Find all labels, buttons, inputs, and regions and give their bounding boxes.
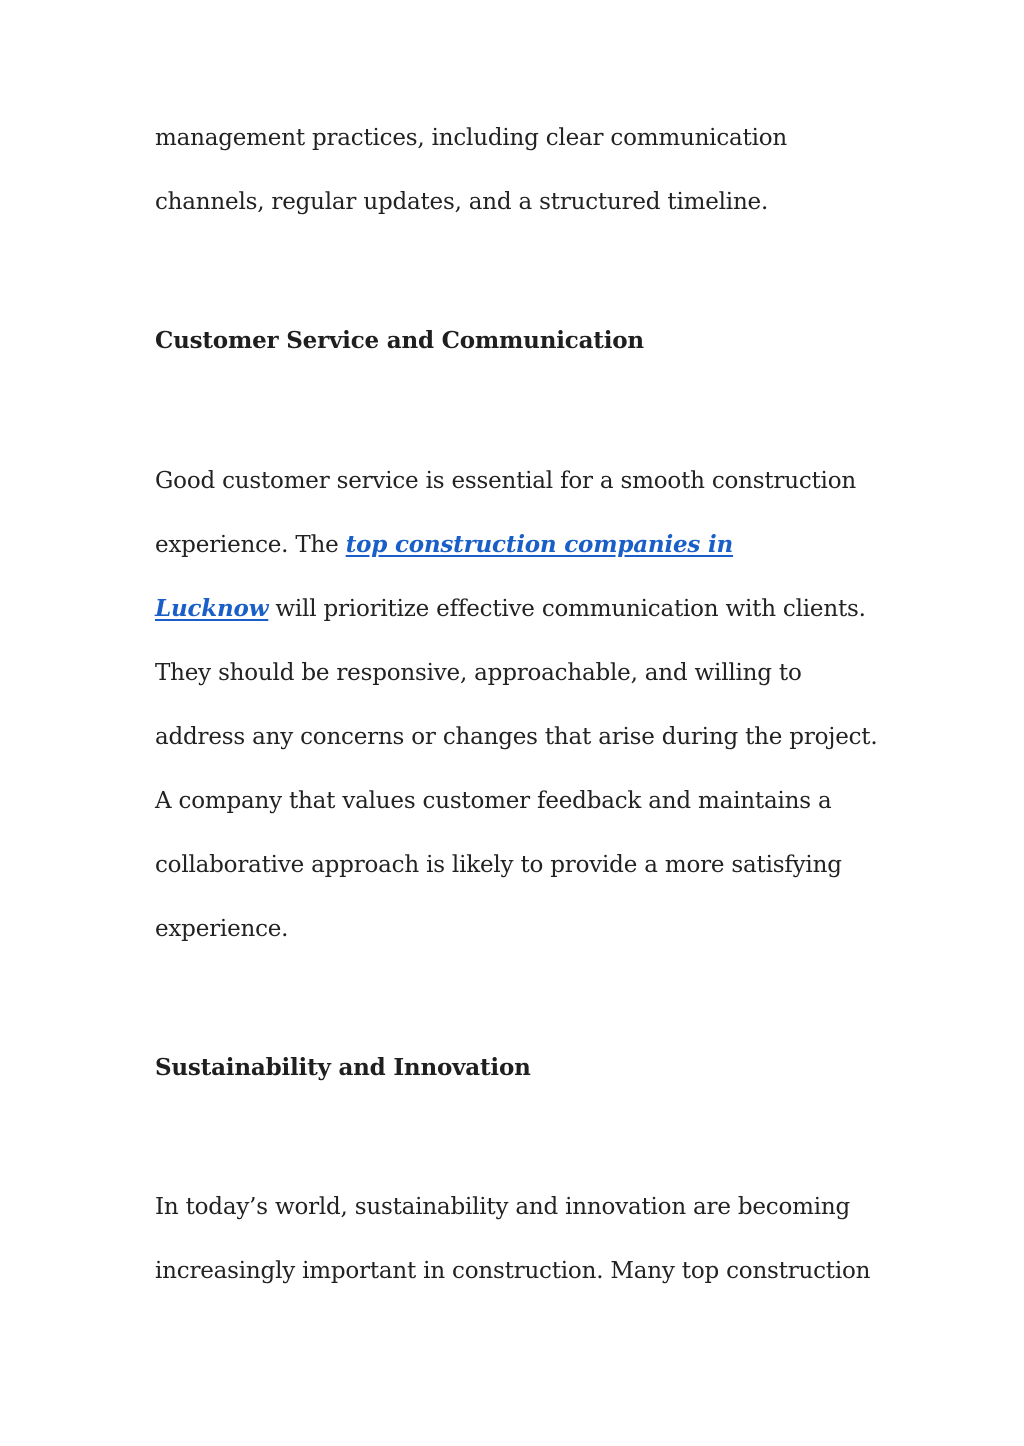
lucknow-link[interactable]: Lucknow — [155, 595, 269, 622]
customer-line-3-suffix: will prioritize effective communication with clients. — [268, 596, 866, 622]
heading-sustainability: Sustainability and Innovation — [155, 1054, 531, 1081]
heading-customer-service: Customer Service and Communication — [155, 327, 644, 354]
customer-line-4: They should be responsive, approachable, and willing to — [155, 660, 802, 686]
customer-line-3 — [155, 594, 866, 624]
customer-line-7: collaborative approach is likely to provide a more satisfying — [155, 852, 842, 878]
intro-line-1: management practices, including clear communication — [155, 125, 787, 151]
customer-line-2-prefix: experience. The — [155, 532, 346, 558]
customer-line-1: Good customer service is essential for a smooth construction — [155, 468, 856, 494]
sustainability-line-2: increasingly important in construction. Many top construction — [155, 1258, 871, 1284]
intro-line-2: channels, regular updates, and a structured timeline. — [155, 189, 769, 215]
customer-line-6: A company that values customer feedback and maintains a — [155, 788, 832, 814]
customer-line-2 — [155, 530, 733, 560]
sustainability-line-1: In today’s world, sustainability and innovation are becoming — [155, 1194, 851, 1220]
customer-line-8: experience. — [155, 916, 289, 942]
customer-line-5: address any concerns or changes that arise during the project. — [155, 724, 878, 750]
top-construction-companies-link[interactable]: top construction companies in — [345, 531, 734, 558]
